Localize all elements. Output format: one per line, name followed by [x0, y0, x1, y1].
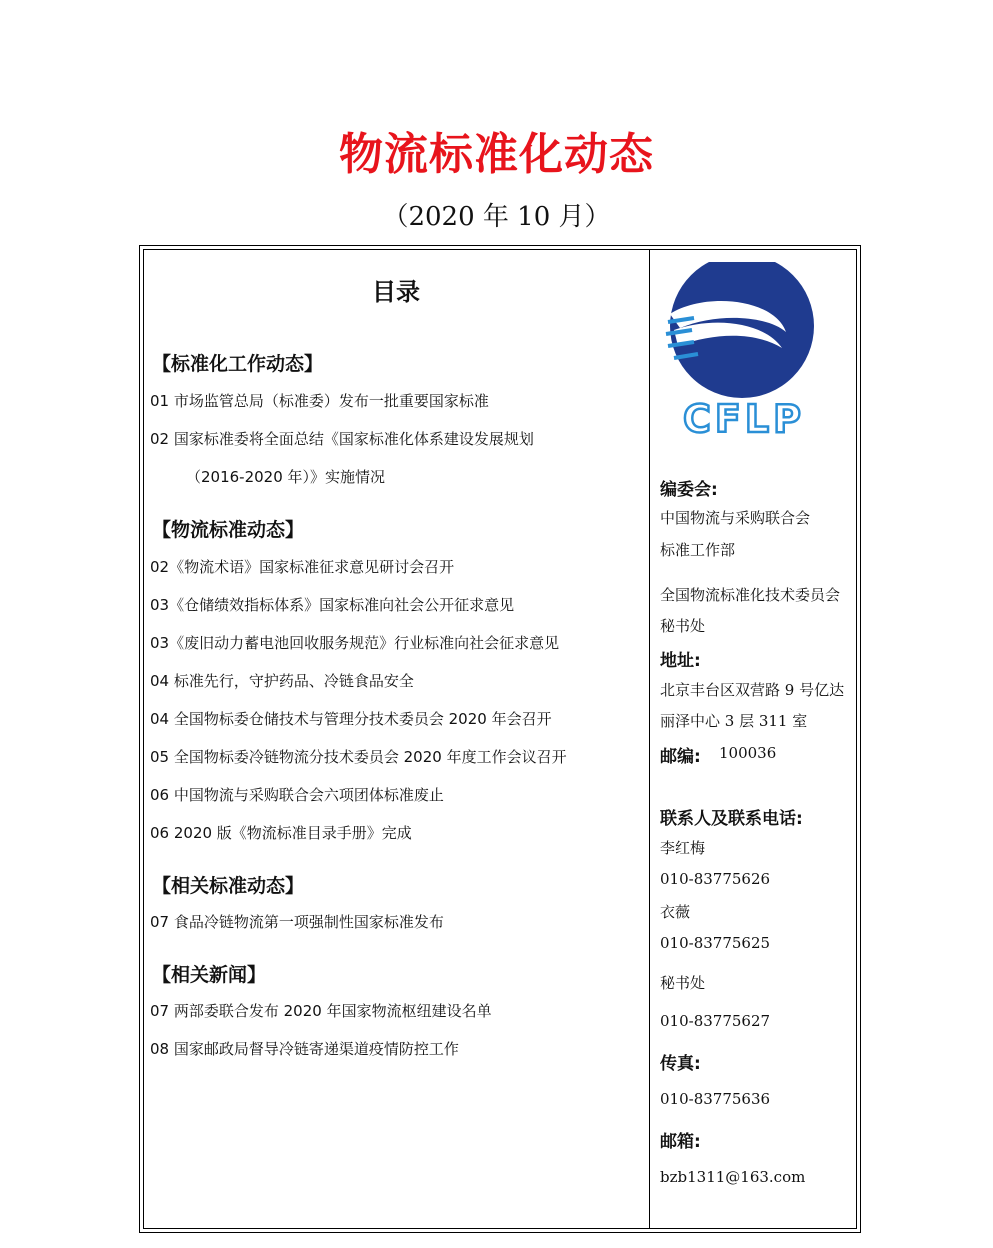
section-title: 【物流标准动态】 [152, 519, 305, 541]
toc-item[interactable]: 07 食品冷链物流第一项强制性国家标准发布 [150, 913, 444, 931]
cflp-logo [664, 262, 824, 442]
toc-item[interactable]: 05 全国物标委冷链物流分技术委员会 2020 年度工作会议召开 [150, 748, 567, 766]
toc-item-continuation[interactable]: （2016-2020 年）》实施情况 [186, 468, 386, 486]
address-line: 丽泽中心 3 层 311 室 [660, 712, 808, 730]
toc-item[interactable]: 07 两部委联合发布 2020 年国家物流枢纽建设名单 [150, 1002, 492, 1020]
editorial-line: 秘书处 [660, 617, 706, 635]
contact-name: 秘书处 [660, 974, 706, 992]
contact-phone[interactable]: 010-83775626 [660, 870, 771, 888]
toc-item[interactable]: 02 国家标准委将全面总结《国家标准化体系建设发展规划 [150, 430, 534, 448]
toc-item[interactable]: 03《废旧动力蓄电池回收服务规范》行业标准向社会征求意见 [150, 634, 560, 652]
column-divider [649, 250, 650, 1228]
email-value[interactable]: bzb1311@163.com [660, 1168, 806, 1186]
editorial-line: 标准工作部 [660, 541, 736, 559]
section-title: 【相关新闻】 [152, 964, 267, 986]
section-title: 【标准化工作动态】 [152, 353, 324, 375]
contact-name: 衣薇 [660, 903, 691, 921]
section-title: 【相关标准动态】 [152, 875, 305, 897]
editorial-line: 中国物流与采购联合会 [660, 509, 811, 527]
logo-text: CFLP [683, 397, 805, 441]
toc-item[interactable]: 08 国家邮政局督导冷链寄递渠道疫情防控工作 [150, 1040, 459, 1058]
editorial-line: 全国物流标准化技术委员会 [660, 586, 841, 604]
contact-phone[interactable]: 010-83775625 [660, 934, 771, 952]
page-title: 物流标准化动态 [339, 129, 654, 180]
toc-item[interactable]: 03《仓储绩效指标体系》国家标准向社会公开征求意见 [150, 596, 515, 614]
toc-item[interactable]: 01 市场监管总局（标准委）发布一批重要国家标准 [150, 392, 489, 410]
contact-phone[interactable]: 010-83775627 [660, 1012, 771, 1030]
toc-heading: 目录 [372, 278, 420, 306]
fax-label: 传真: [660, 1054, 701, 1074]
issue-date: （2020 年 10 月） [382, 202, 611, 232]
toc-item[interactable]: 04 全国物标委仓储技术与管理分技术委员会 2020 年会召开 [150, 710, 552, 728]
address-line: 北京丰台区双营路 9 号亿达 [660, 681, 845, 699]
toc-item[interactable]: 06 中国物流与采购联合会六项团体标准废止 [150, 786, 444, 804]
editorial-label: 编委会: [660, 480, 718, 500]
postcode-label: 邮编: [660, 747, 701, 767]
toc-item[interactable]: 06 2020 版《物流标准目录手册》完成 [150, 824, 412, 842]
postcode-value: 100036 [719, 744, 777, 762]
email-label: 邮箱: [660, 1132, 701, 1152]
contact-label: 联系人及联系电话: [660, 809, 803, 829]
address-label: 地址: [660, 651, 701, 671]
toc-item[interactable]: 04 标准先行，守护药品、冷链食品安全 [150, 672, 414, 690]
fax-value: 010-83775636 [660, 1090, 771, 1108]
contact-name: 李红梅 [660, 839, 706, 857]
toc-item[interactable]: 02《物流术语》国家标准征求意见研讨会召开 [150, 558, 455, 576]
